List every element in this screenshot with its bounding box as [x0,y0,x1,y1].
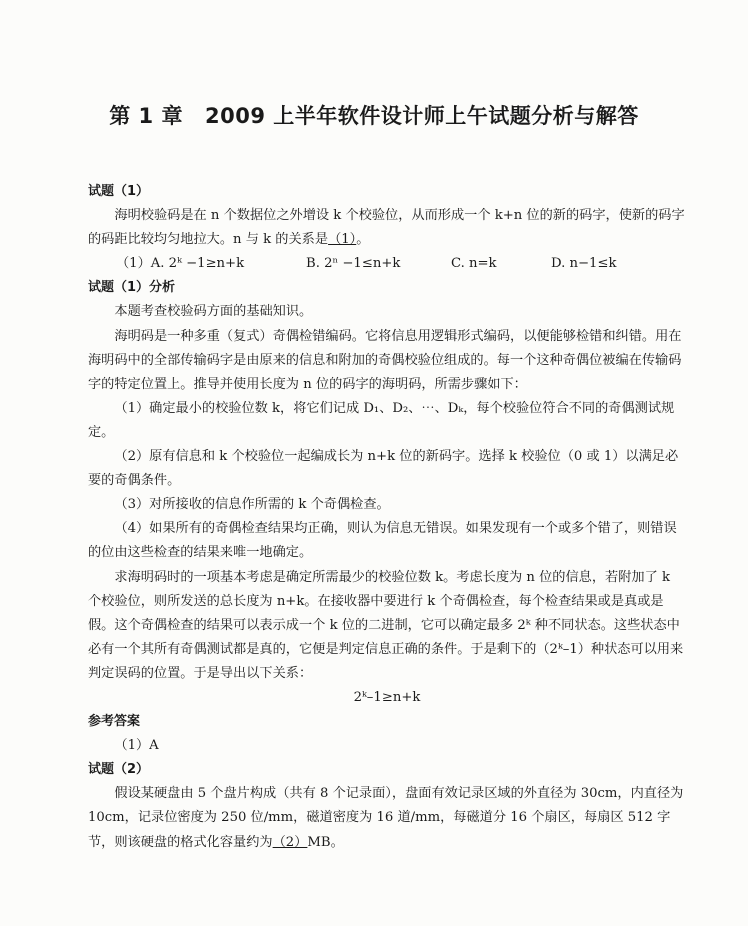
reference-answer-heading: 参考答案 [88,714,141,730]
chapter-title-text: 2009 上半年软件设计师上午试题分析与解答 [204,104,639,128]
analysis-heading: 试题（1）分析 [88,280,176,296]
option-c: C. n=k [451,256,497,272]
question-2-stem-text: 假设某硬盘由 5 个盘片构成（共有 8 个记录面），盘面有效记录区域的外直径为 30cm，内直径为 10cm，记录位密度为 250 位/mm，磁道密度为 16 道/mm，每磁道分 16 个扇区，每扇区 512 字节，则该硬盘的格式化容量约为 [88,786,684,850]
question-2-blank: （2） [272,834,308,850]
question-2-stem-end: MB。 [307,834,344,850]
option-a: （1）A. 2ᵏ −1≥n+k [116,256,245,272]
analysis-paragraph: （2）原有信息和 k 个校验位一起编成长为 n+k 位的新码字。选择 k 校验位（0 或 1）以满足必要的奇偶条件。 [88,449,679,489]
document-body [88,180,686,855]
chapter-number: 第 1 章 [109,104,183,128]
question-1-stem-end: 。 [356,232,370,248]
analysis-paragraph: 本题考查校验码方面的基础知识。 [114,304,313,320]
question-1-options [88,252,686,276]
question-2-heading: 试题（2） [88,762,150,778]
question-1-heading: 试题（1） [88,184,150,199]
analysis-paragraph: 海明码是一种多重（复式）奇偶检错编码。它将信息用逻辑形式编码，以便能够检错和纠错。用在海明码中的全部传输码字是由原来的信息和附加的奇偶校验位组成的。每一个这种奇偶位被编在传输码字的特定位置上。推导并使用长度为 n 位的码字的海明码，所需步骤如下： [88,328,682,392]
question-1-stem-line2: 使新的码字的码距比较均匀地拉大。n 与 k 的关系是 [88,208,685,248]
formula: 2ᵏ–1≥n+k [353,689,421,705]
analysis-paragraph: （1）确定最小的校验位数 k，将它们记成 D₁、D₂、⋯、Dₖ，每个校验位符合不同的奇偶测试规定。 [88,400,675,440]
question-2-stem [88,782,686,854]
analysis-paragraph: 求海明码时的一项基本考虑是确定所需最少的校验位数 k。考虑长度为 n 位的信息，若附加了 k 个校验位，则所发送的总长度为 n+k。在接收器中要进行 k 个奇偶检查，每个检查结果或是真或是假。这个奇偶检查的结果可以表示成一个 k 位的二进制，它可以确定最多 2ᵏ 种不同状态。这些状态中必有一个其所有奇偶测试都是真的，它便是判定信息正确的条件。于是剩下的（2ᵏ–1）种状态可以用来判定误码的位置。于是导出以下关系： [88,569,684,681]
chapter-title [0,100,748,130]
question-1-stem-line1: 海明校验码是在 n 个数据位之外增设 k 个校验位，从而形成一个 k+n 位的新的码字， [114,208,619,224]
option-d: D. n−1≤k [551,256,617,272]
analysis-paragraph: （3）对所接收的信息作所需的 k 个奇偶检查。 [114,497,390,513]
reference-answer: （1）A [114,738,159,754]
option-b: B. 2ⁿ −1≤n+k [306,256,401,272]
analysis-paragraph: （4）如果所有的奇偶检查结果均正确，则认为信息无错误。如果发现有一个或多个错了，则错误的位由这些检查的结果来唯一地确定。 [88,521,677,561]
question-1-stem [88,204,686,252]
question-1-blank: （1） [328,232,357,248]
